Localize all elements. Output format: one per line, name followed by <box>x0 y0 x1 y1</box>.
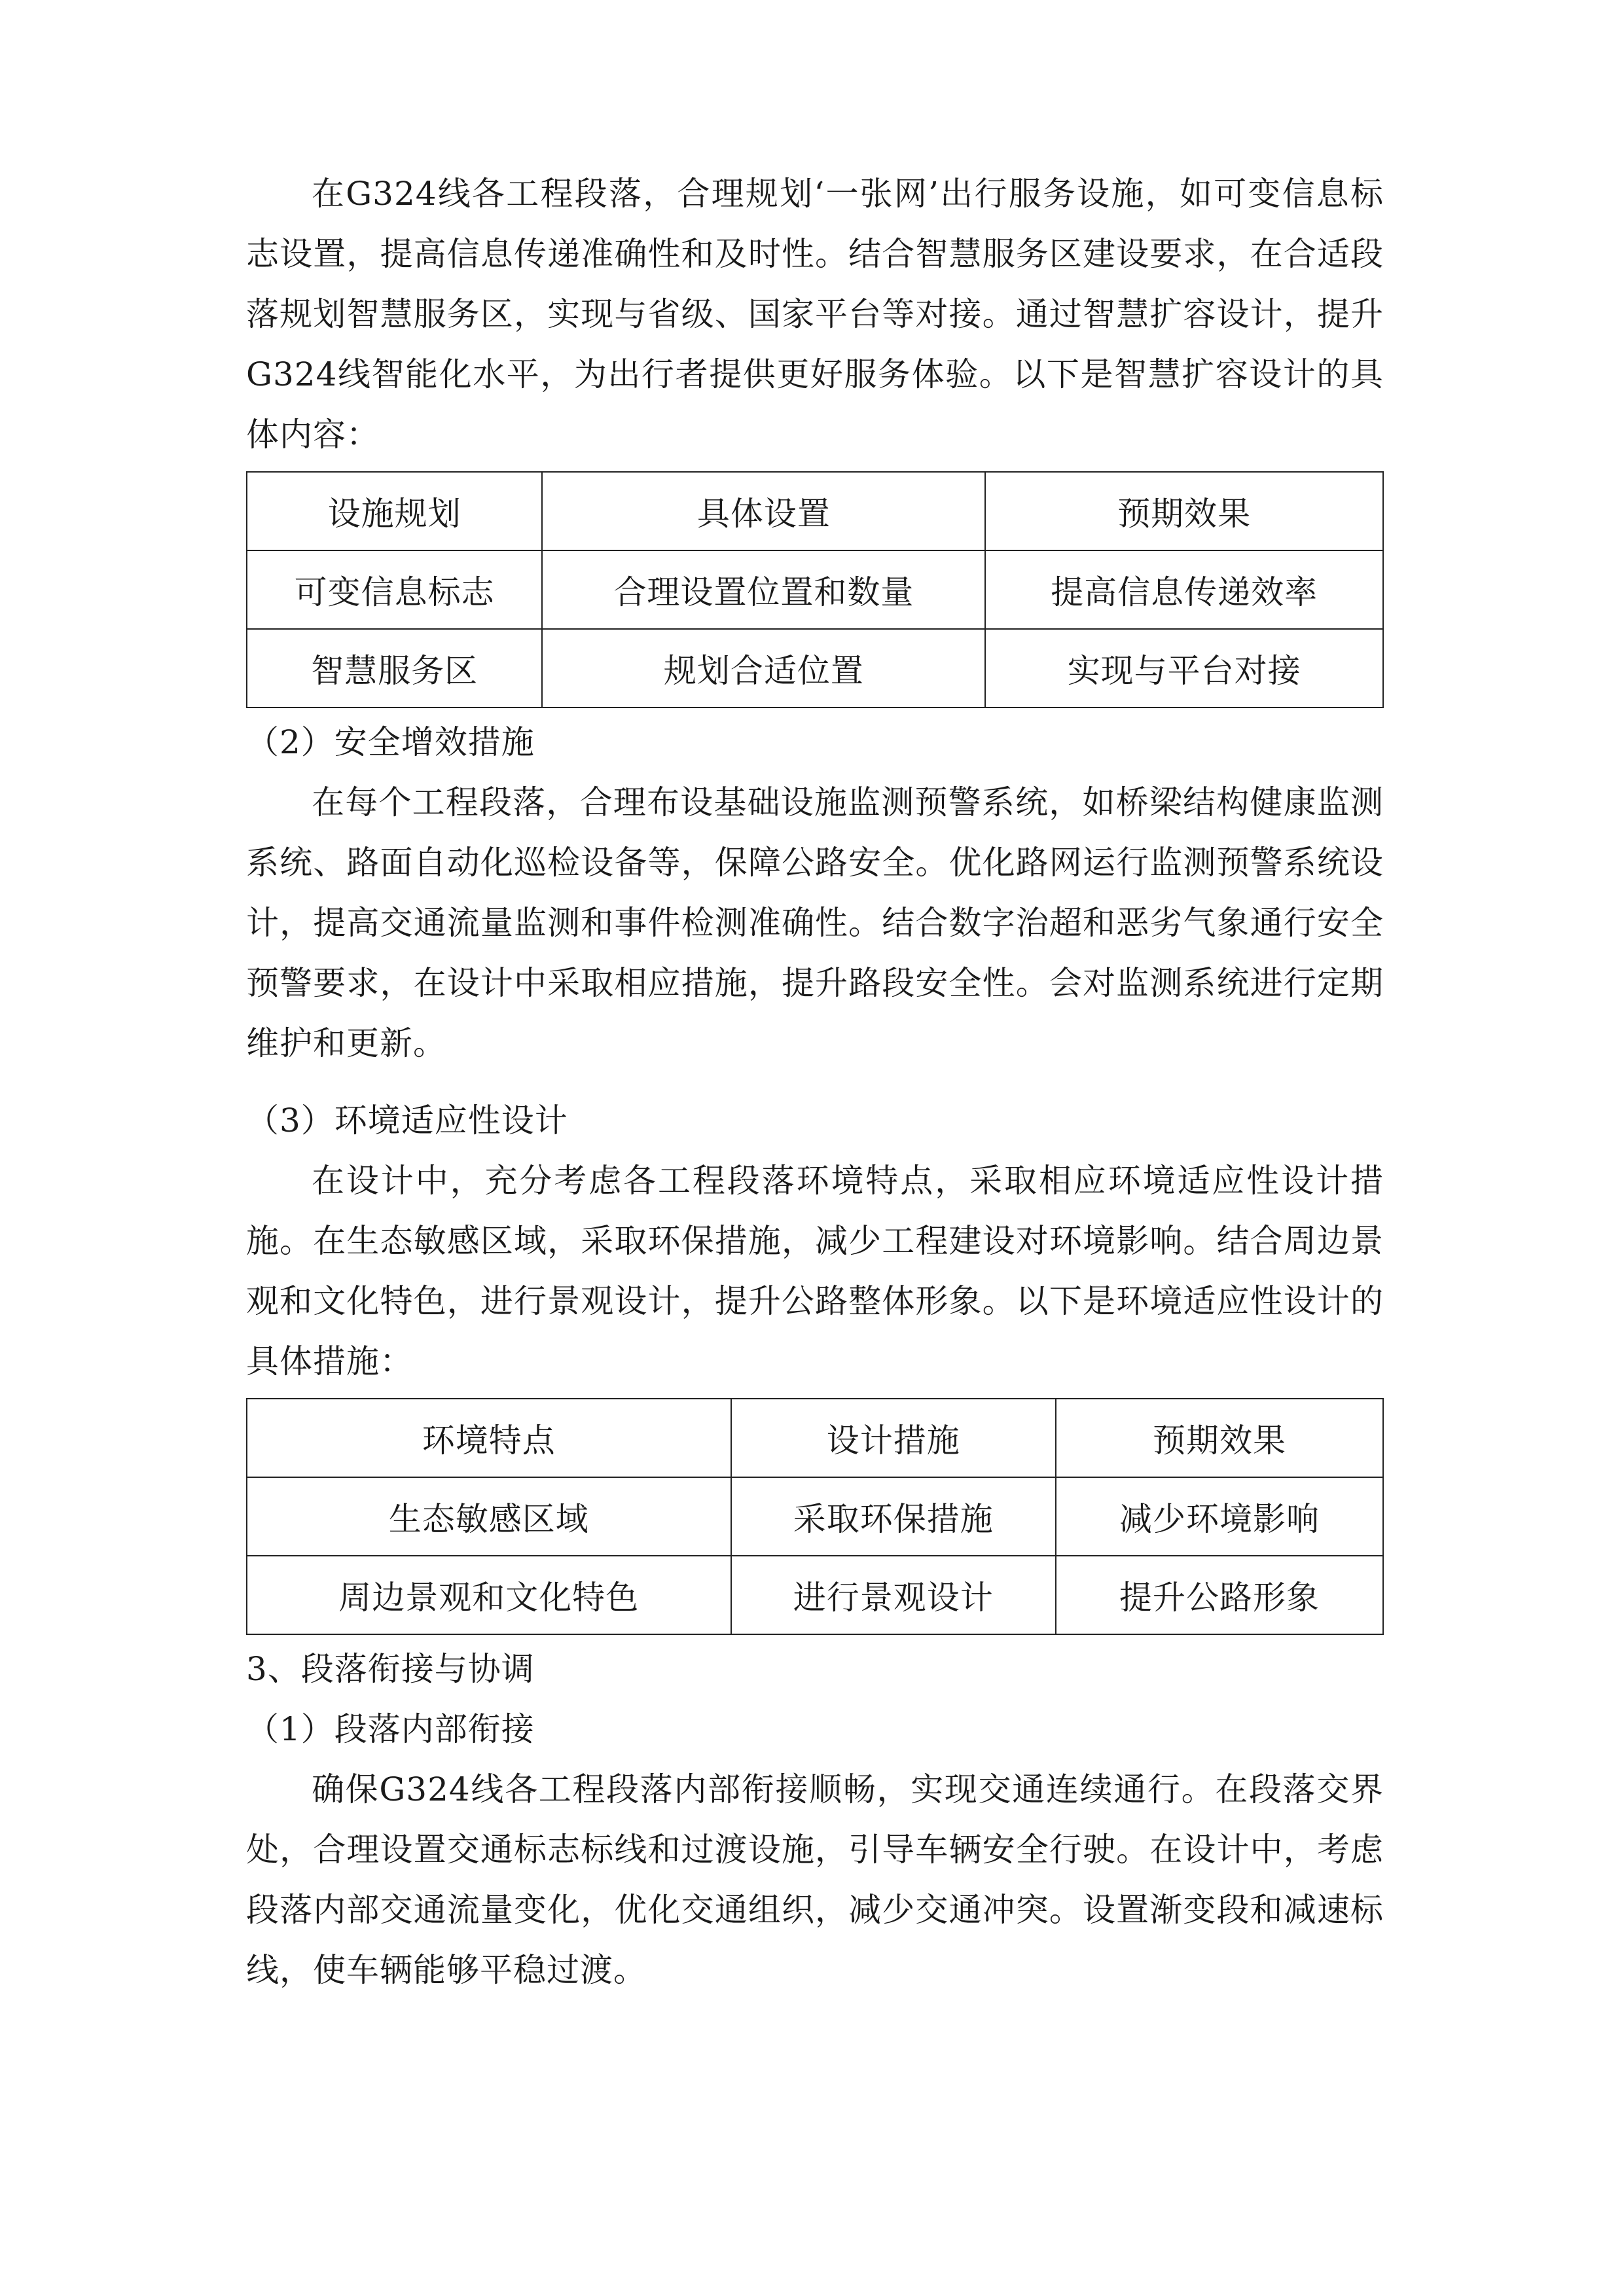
table-header-row <box>247 472 1383 550</box>
table-cell: 可变信息标志 <box>247 550 542 629</box>
intro-paragraph: 在G324线各工程段落，合理规划‘一张网’出行服务设施，如可变信息标志设置，提高信息传递准确性和及时性。结合智慧服务区建设要求，在合适段落规划智慧服务区，实现与省级、国家平台等对接。通过智慧扩容设计，提升G324线智能化水平，为出行者提供更好服务体验。以下是智慧扩容设计的具体内容： <box>246 175 1384 454</box>
table-header-cell: 设计措施 <box>731 1399 1056 1477</box>
table-header-cell: 具体设置 <box>542 472 985 550</box>
document-page <box>246 164 1384 2000</box>
chapter-heading-coordination: 3、段落衔接与协调 <box>246 1650 535 1688</box>
section-heading-safety: （2）安全增效措施 <box>246 723 535 761</box>
smart-expansion-table <box>246 471 1384 708</box>
table-header-cell: 环境特点 <box>247 1399 731 1477</box>
table-cell: 进行景观设计 <box>731 1556 1056 1634</box>
table-cell: 生态敏感区域 <box>247 1477 731 1556</box>
table-header-cell: 设施规划 <box>247 472 542 550</box>
table-cell: 提高信息传递效率 <box>985 550 1383 629</box>
environment-table <box>246 1398 1384 1635</box>
table-row <box>247 1556 1383 1634</box>
spacer <box>246 1073 1384 1090</box>
table-cell: 合理设置位置和数量 <box>542 550 985 629</box>
table-header-cell: 预期效果 <box>1056 1399 1383 1477</box>
table-cell: 智慧服务区 <box>247 629 542 708</box>
table-cell: 提升公路形象 <box>1056 1556 1383 1634</box>
safety-paragraph: 在每个工程段落，合理布设基础设施监测预警系统，如桥梁结构健康监测系统、路面自动化巡检设备等，保障公路安全。优化路网运行监测预警系统设计，提高交通流量监测和事件检测准确性。结合数字治超和恶劣气象通行安全预警要求，在设计中采取相应措施，提升路段安全性。会对监测系统进行定期维护和更新。 <box>246 783 1384 1062</box>
section-heading-environment: （3）环境适应性设计 <box>246 1102 568 1139</box>
table-row <box>247 1477 1383 1556</box>
table-row <box>247 629 1383 708</box>
table-header-row <box>247 1399 1383 1477</box>
internal-connection-paragraph: 确保G324线各工程段落内部衔接顺畅，实现交通连续通行。在段落交界处，合理设置交通标志标线和过渡设施，引导车辆安全行驶。在设计中，考虑段落内部交通流量变化，优化交通组织，减少交通冲突。设置渐变段和减速标线，使车辆能够平稳过渡。 <box>246 1770 1384 1989</box>
table-header-cell: 预期效果 <box>985 472 1383 550</box>
environment-paragraph: 在设计中，充分考虑各工程段落环境特点，采取相应环境适应性设计措施。在生态敏感区域，采取环保措施，减少工程建设对环境影响。结合周边景观和文化特色，进行景观设计，提升公路整体形象。以下是环境适应性设计的具体措施： <box>246 1162 1384 1380</box>
table-cell: 周边景观和文化特色 <box>247 1556 731 1634</box>
table-cell: 减少环境影响 <box>1056 1477 1383 1556</box>
table-cell: 采取环保措施 <box>731 1477 1056 1556</box>
table-cell: 规划合适位置 <box>542 629 985 708</box>
table-row <box>247 550 1383 629</box>
section-heading-internal-connection: （1）段落内部衔接 <box>246 1710 535 1748</box>
table-cell: 实现与平台对接 <box>985 629 1383 708</box>
